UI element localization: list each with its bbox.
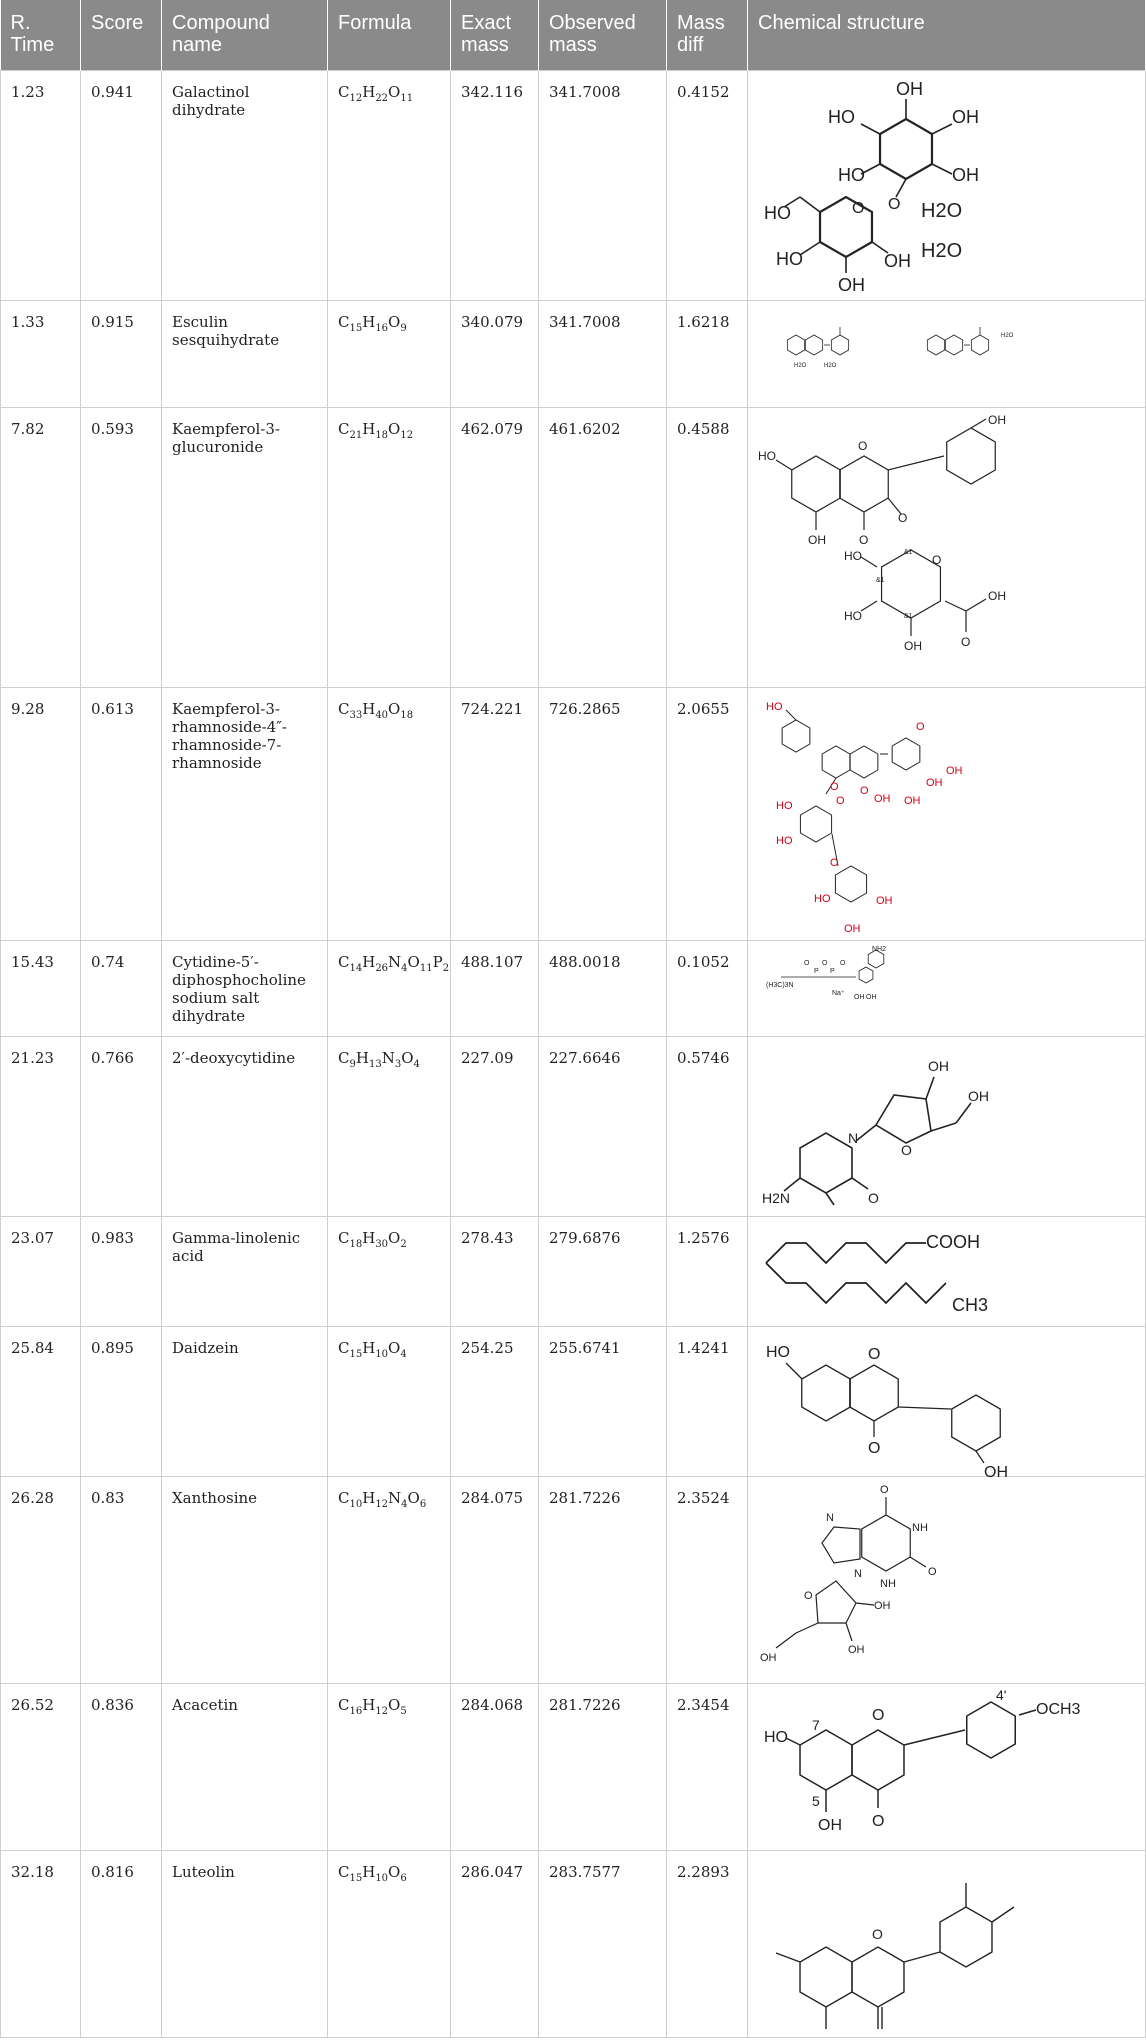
structure-label: P: [814, 968, 819, 975]
structure-label: O: [804, 960, 810, 967]
formula-element: H: [362, 1229, 376, 1247]
formula-element: O: [407, 1489, 420, 1507]
compound-name-cell: Luteolin: [162, 1851, 328, 2038]
table-row: [1, 1327, 1146, 1477]
structure-label: H2N: [762, 1190, 791, 1206]
structure-label: HO: [844, 549, 862, 563]
structure-label: OH: [808, 533, 826, 547]
chemical-structure-cell: [748, 301, 1146, 408]
formula-cell: [328, 1477, 451, 1684]
structure-label: O: [822, 960, 828, 967]
formula-count: 2: [400, 1239, 407, 1250]
structure-label: O: [836, 795, 845, 807]
structure-label: 7: [812, 1717, 820, 1733]
formula-count: 21: [349, 430, 363, 441]
structure-label: O: [928, 1566, 937, 1578]
structure-label: O: [860, 785, 869, 797]
rtime-cell: 26.28: [1, 1477, 81, 1684]
formula-element: C: [338, 1339, 350, 1357]
structure-label: COOH: [926, 1232, 980, 1252]
formula-count: 4: [400, 1349, 407, 1360]
formula-element: C: [338, 313, 350, 331]
compound-name-cell: Xanthosine: [162, 1477, 328, 1684]
structure-label: H2O: [1001, 333, 1014, 339]
observed-mass-cell: 283.7577: [539, 1851, 667, 2038]
compound-name-cell: Kaempferol-3-glucuronide: [162, 408, 328, 688]
formula-element: H: [362, 313, 376, 331]
structure-label: HO: [814, 893, 831, 905]
formula-count: 6: [400, 1873, 407, 1884]
score-cell: 0.816: [81, 1851, 162, 2038]
formula-count: 16: [349, 1706, 363, 1717]
observed-mass-cell: 281.7226: [539, 1477, 667, 1684]
rtime-cell: 1.33: [1, 301, 81, 408]
header-score: Score: [81, 0, 162, 71]
formula-count: 14: [349, 963, 363, 974]
compound-name-cell: Esculin sesquihydrate: [162, 301, 328, 408]
exact-mass-cell: 286.047: [451, 1851, 539, 2038]
formula-element: C: [338, 953, 350, 971]
formula-count: 12: [400, 430, 414, 441]
chemical-structure-cell: [748, 941, 1146, 1037]
formula-count: 18: [400, 710, 414, 721]
formula-count: 6: [419, 1499, 427, 1510]
structure-label: O: [872, 1813, 885, 1830]
formula-count: 2: [442, 963, 450, 974]
score-cell: 0.895: [81, 1327, 162, 1477]
score-cell: 0.941: [81, 71, 162, 301]
chemical-structure-cell: [748, 408, 1146, 688]
structure-label: OH: [904, 639, 922, 653]
structure-label: O: [804, 1590, 813, 1602]
structure-label: OH: [838, 275, 865, 295]
structure-label: NH2: [872, 946, 887, 953]
structure-label: H2O: [921, 240, 963, 262]
formula-count: 15: [349, 323, 363, 334]
chemical-structure-cell: [748, 71, 1146, 301]
formula-count: 4: [401, 963, 408, 974]
structure-label: O: [872, 1707, 885, 1724]
mass-diff-cell: 0.4152: [667, 71, 748, 301]
formula-count: 22: [375, 93, 389, 104]
structure-label: N: [854, 1568, 862, 1580]
structure-label: O: [859, 533, 869, 547]
header-compound-name: Compound name: [162, 0, 328, 71]
observed-mass-cell: 227.6646: [539, 1037, 667, 1217]
exact-mass-cell: 254.25: [451, 1327, 539, 1477]
structure-label: P: [830, 968, 835, 975]
galactinol-dihydrate-structure-icon: [756, 77, 1136, 293]
formula-cell: [328, 941, 451, 1037]
formula-element: O: [388, 1229, 401, 1247]
formula-count: 18: [375, 430, 389, 441]
structure-label: O: [872, 1926, 883, 1942]
structure-label: O: [868, 1440, 881, 1457]
mass-diff-cell: 2.3524: [667, 1477, 748, 1684]
header-formula: Formula: [328, 0, 451, 71]
formula-element: H: [362, 1863, 376, 1881]
formula-count: 4: [413, 1059, 420, 1070]
rtime-cell: 32.18: [1, 1851, 81, 2038]
formula-cell: [328, 1851, 451, 2038]
formula-cell: [328, 71, 451, 301]
formula-element: H: [362, 1339, 376, 1357]
formula-cell: [328, 1217, 451, 1327]
structure-label: O: [840, 960, 846, 967]
structure-label: O: [880, 1484, 889, 1496]
gamma-linolenic-acid-structure-icon: [756, 1223, 1136, 1319]
formula-count: 11: [419, 963, 433, 974]
formula-count: 10: [349, 1499, 363, 1510]
formula-count: 10: [375, 1349, 389, 1360]
score-cell: 0.613: [81, 688, 162, 941]
formula-element: C: [338, 1489, 350, 1507]
structure-label: &1: [904, 613, 913, 620]
compound-name-cell: Gamma-linolenic acid: [162, 1217, 328, 1327]
formula-count: 9: [400, 323, 407, 334]
formula-count: 9: [349, 1059, 356, 1070]
structure-label: OH: [968, 1088, 989, 1104]
structure-label: OH: [952, 165, 979, 185]
rtime-cell: 15.43: [1, 941, 81, 1037]
formula-element: C: [338, 1696, 350, 1714]
formula-count: 15: [349, 1873, 363, 1884]
structure-label: O: [868, 1346, 881, 1363]
structure-label: HO: [758, 449, 776, 463]
header-rtime: R. Time: [1, 0, 81, 71]
structure-label: OH: [844, 923, 861, 935]
formula-count: 12: [375, 1499, 389, 1510]
structure-label: CH3: [952, 1295, 989, 1315]
formula-element: O: [388, 1339, 401, 1357]
chemical-structure-cell: [748, 688, 1146, 941]
observed-mass-cell: 726.2865: [539, 688, 667, 941]
structure-label: OH: [854, 994, 865, 1001]
structure-label: OH: [988, 413, 1006, 427]
formula-count: 11: [400, 93, 414, 104]
formula-element: P: [432, 953, 443, 971]
formula-element: H: [362, 83, 376, 101]
formula-element: C: [338, 1229, 350, 1247]
rtime-cell: 26.52: [1, 1684, 81, 1851]
structure-label: NH: [880, 1578, 896, 1590]
mass-diff-cell: 0.5746: [667, 1037, 748, 1217]
score-cell: 0.74: [81, 941, 162, 1037]
rtime-cell: 1.23: [1, 71, 81, 301]
formula-element: N: [388, 1489, 402, 1507]
exact-mass-cell: 462.079: [451, 408, 539, 688]
structure-label: OH: [946, 765, 963, 777]
exact-mass-cell: 284.075: [451, 1477, 539, 1684]
chemical-structure-cell: [748, 1217, 1146, 1327]
header-exact-mass: Exact mass: [451, 0, 539, 71]
chemical-structure-cell: [748, 1037, 1146, 1217]
header-observed-mass: Observed mass: [539, 0, 667, 71]
structure-label: OH: [876, 895, 893, 907]
kaempferol-trirhamnoside-structure-icon: [756, 694, 1136, 933]
structure-label: HO: [776, 835, 793, 847]
formula-element: H: [362, 1489, 376, 1507]
formula-element: H: [362, 1696, 376, 1714]
observed-mass-cell: 461.6202: [539, 408, 667, 688]
structure-label: OCH3: [1036, 1701, 1081, 1718]
formula-count: 15: [349, 1349, 363, 1360]
formula-count: 4: [401, 1499, 408, 1510]
structure-label: OH: [874, 1600, 891, 1612]
compound-name-cell: 2′-deoxycytidine: [162, 1037, 328, 1217]
observed-mass-cell: 281.7226: [539, 1684, 667, 1851]
table-row: [1, 1037, 1146, 1217]
structure-label: HO: [776, 800, 793, 812]
acacetin-structure-icon: [756, 1687, 1136, 1843]
formula-count: 13: [368, 1059, 382, 1070]
structure-label: OH: [848, 1644, 865, 1656]
structure-label: H2O: [824, 363, 837, 369]
formula-element: O: [388, 420, 401, 438]
formula-count: 16: [375, 323, 389, 334]
score-cell: 0.593: [81, 408, 162, 688]
chemical-structure-cell: [748, 1327, 1146, 1481]
formula-count: 33: [349, 710, 363, 721]
structure-label: O: [858, 439, 868, 453]
formula-cell: [328, 1037, 451, 1217]
observed-mass-cell: 341.7008: [539, 301, 667, 408]
structure-label: OH: [866, 994, 877, 1001]
score-cell: 0.836: [81, 1684, 162, 1851]
structure-label: OH: [896, 79, 923, 99]
structure-label: HO: [838, 165, 865, 185]
structure-label: O: [898, 511, 908, 525]
formula-element: C: [338, 1863, 350, 1881]
formula-count: 12: [349, 93, 363, 104]
rtime-cell: 21.23: [1, 1037, 81, 1217]
mass-diff-cell: 2.3454: [667, 1684, 748, 1851]
kaempferol-glucuronide-structure-icon: [756, 414, 1136, 680]
structure-label: Na⁺: [832, 990, 845, 997]
structure-label: O: [932, 553, 942, 567]
structure-label: OH: [952, 107, 979, 127]
structure-label: HO: [776, 249, 803, 269]
structure-label: N: [848, 1130, 859, 1146]
structure-label: OH: [884, 251, 911, 271]
structure-label: OH: [874, 793, 891, 805]
exact-mass-cell: 342.116: [451, 71, 539, 301]
formula-element: O: [388, 1863, 401, 1881]
formula-element: C: [338, 83, 350, 101]
table-row: [1, 1851, 1146, 2038]
structure-label: OH: [928, 1058, 949, 1074]
formula-count: 30: [375, 1239, 389, 1250]
table-row: [1, 408, 1146, 688]
formula-cell: [328, 1684, 451, 1851]
formula-element: O: [388, 700, 401, 718]
chemical-structure-cell: [748, 1851, 1146, 2038]
observed-mass-cell: 341.7008: [539, 71, 667, 301]
structure-label: O: [852, 200, 865, 217]
rtime-cell: 9.28: [1, 688, 81, 941]
rtime-cell: 23.07: [1, 1217, 81, 1327]
formula-element: O: [388, 1696, 401, 1714]
structure-label: O: [830, 857, 839, 869]
structure-label: 4': [996, 1687, 1007, 1703]
compound-name-cell: Cytidine-5′-diphosphocholine sodium salt dihydrate: [162, 941, 328, 1037]
structure-label: OH: [988, 589, 1006, 603]
structure-label: OH: [904, 795, 921, 807]
structure-label: O: [868, 1190, 879, 1206]
formula-element: H: [362, 953, 376, 971]
formula-element: C: [338, 1049, 350, 1067]
formula-element: H: [362, 420, 376, 438]
table-row: [1, 1477, 1146, 1684]
mass-diff-cell: 2.0655: [667, 688, 748, 941]
mass-diff-cell: 1.6218: [667, 301, 748, 408]
formula-count: 18: [349, 1239, 363, 1250]
formula-element: O: [388, 313, 401, 331]
formula-element: H: [362, 700, 376, 718]
mass-diff-cell: 1.4241: [667, 1327, 748, 1477]
formula-element: O: [407, 953, 420, 971]
formula-element: N: [388, 953, 402, 971]
structure-label: O: [830, 781, 839, 793]
rtime-cell: 25.84: [1, 1327, 81, 1477]
structure-label: OH: [926, 777, 943, 789]
structure-label: &1: [876, 577, 885, 584]
chemical-structure-cell: [748, 1477, 1146, 1684]
formula-count: 10: [375, 1873, 389, 1884]
structure-label: HO: [764, 203, 791, 223]
mass-diff-cell: 1.2576: [667, 1217, 748, 1327]
structure-label: OH: [760, 1652, 777, 1664]
formula-element: H: [355, 1049, 369, 1067]
luteolin-structure-icon: [756, 1857, 1136, 2030]
formula-element: N: [381, 1049, 395, 1067]
structure-label: OH: [984, 1464, 1008, 1481]
daidzein-structure-icon: [756, 1333, 1136, 1481]
table-row: [1, 1684, 1146, 1851]
formula-count: 26: [375, 963, 389, 974]
compound-name-cell: Daidzein: [162, 1327, 328, 1477]
observed-mass-cell: 488.0018: [539, 941, 667, 1037]
formula-count: 3: [394, 1059, 402, 1070]
formula-cell: [328, 688, 451, 941]
structure-label: O: [916, 721, 925, 733]
formula-cell: [328, 408, 451, 688]
formula-cell: [328, 1327, 451, 1477]
table-row: [1, 688, 1146, 941]
structure-label: NH: [912, 1522, 928, 1534]
table-row: [1, 1217, 1146, 1327]
score-cell: 0.983: [81, 1217, 162, 1327]
deoxycytidine-structure-icon: [756, 1043, 1136, 1209]
formula-count: 40: [375, 710, 389, 721]
header-chemical-structure: Chemical structure: [748, 0, 1146, 71]
structure-label: HO: [828, 107, 855, 127]
exact-mass-cell: 284.068: [451, 1684, 539, 1851]
mass-diff-cell: 0.4588: [667, 408, 748, 688]
exact-mass-cell: 227.09: [451, 1037, 539, 1217]
observed-mass-cell: 255.6741: [539, 1327, 667, 1477]
formula-cell: [328, 301, 451, 408]
xanthosine-structure-icon: [756, 1483, 1136, 1676]
table-row: [1, 301, 1146, 408]
score-cell: 0.766: [81, 1037, 162, 1217]
structure-label: HO: [766, 1344, 790, 1361]
structure-label: 5: [812, 1793, 820, 1809]
exact-mass-cell: 340.079: [451, 301, 539, 408]
citicoline-structure-icon: [756, 947, 1136, 1029]
score-cell: 0.915: [81, 301, 162, 408]
formula-element: O: [388, 83, 401, 101]
formula-element: C: [338, 420, 350, 438]
compound-name-cell: Acacetin: [162, 1684, 328, 1851]
chemical-structure-cell: [748, 1684, 1146, 1851]
compound-name-cell: Galactinol dihydrate: [162, 71, 328, 301]
mass-diff-cell: 2.2893: [667, 1851, 748, 2038]
score-cell: 0.83: [81, 1477, 162, 1684]
exact-mass-cell: 278.43: [451, 1217, 539, 1327]
structure-label: H2O: [921, 200, 963, 222]
formula-count: 5: [400, 1706, 407, 1717]
structure-label: HO: [844, 609, 862, 623]
rtime-cell: 7.82: [1, 408, 81, 688]
table-row: [1, 71, 1146, 301]
structure-label: N: [826, 1512, 834, 1524]
formula-element: O: [401, 1049, 414, 1067]
header-mass-diff: Mass diff: [667, 0, 748, 71]
structure-label: O: [901, 1142, 912, 1158]
structure-label: HO: [766, 701, 783, 713]
structure-label: &1: [904, 549, 913, 556]
mass-diff-cell: 0.1052: [667, 941, 748, 1037]
exact-mass-cell: 488.107: [451, 941, 539, 1037]
formula-count: 12: [375, 1706, 389, 1717]
exact-mass-cell: 724.221: [451, 688, 539, 941]
esculin-sesquihydrate-structure-icon: [756, 307, 1136, 400]
compound-name-cell: Kaempferol-3-rhamnoside-4″-rhamnoside-7-rhamnoside: [162, 688, 328, 941]
structure-label: HO: [764, 1729, 788, 1746]
table-row: [1, 941, 1146, 1037]
structure-label: O: [888, 196, 901, 213]
header-row: [1, 0, 1146, 71]
observed-mass-cell: 279.6876: [539, 1217, 667, 1327]
structure-label: H2O: [794, 363, 807, 369]
structure-label: OH: [818, 1817, 842, 1834]
structure-label: O: [961, 635, 971, 649]
structure-label: (H3C)3N: [766, 982, 794, 989]
formula-element: C: [338, 700, 350, 718]
